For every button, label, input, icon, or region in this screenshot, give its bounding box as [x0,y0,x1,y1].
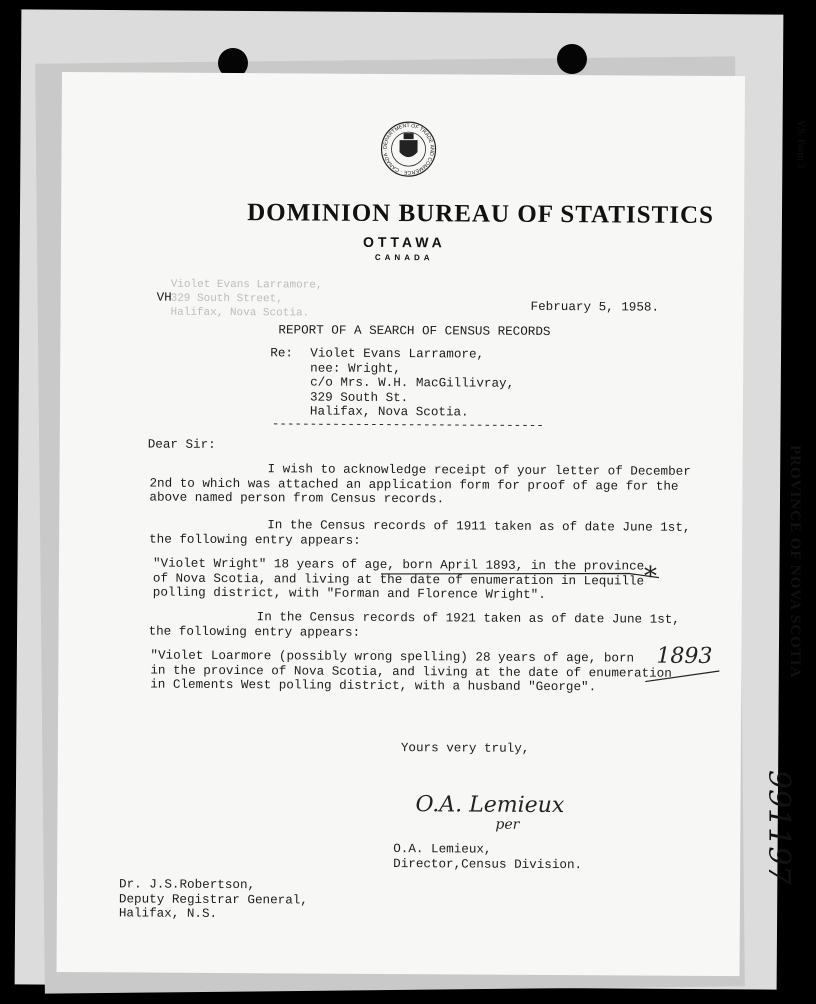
re-line: Halifax, Nova Scotia. [309,404,469,420]
department-seal-icon [379,120,437,178]
letter-sheet [57,72,745,976]
signer-title: Director,Census Division. [393,857,583,873]
punch-hole-right [557,44,587,74]
census-quote-1921 [150,649,672,696]
text-line: the following entry appears: [149,532,361,548]
text-line: above named person from Census records. [149,490,445,507]
letterhead-city: OTTAWA [362,233,446,251]
text-line: In the Census records of 1911 taken as of date June 1st, [267,518,691,535]
re-line: c/o Mrs. W.H. MacGillivray, [310,375,515,391]
text-line: in Clements West polling district, with a husband "George". [150,677,597,695]
reference-initials: VH [156,290,172,305]
annotation-year-underline [643,668,723,688]
salutation: Dear Sir: [147,437,216,452]
recipient-line: Deputy Registrar General, [118,891,308,908]
signer-name: O.A. Lemieux, [393,842,492,857]
paragraph-3 [149,610,680,642]
underline-mark [379,568,679,590]
side-stamp: PROVINCE OF NOVA SCOTIA [787,445,803,679]
text-line: I wish to acknowledge receipt of your letter of December [267,462,691,479]
re-line: Violet Evans Larramore, [310,346,485,362]
text-line: of Nova Scotia, and living at the date of enumeration in Lequille [152,571,645,589]
closing: Yours very truly, [400,741,530,756]
re-block [310,347,515,421]
letterhead-country: CANADA [374,252,434,263]
recipient-line: Halifax, N.S. [118,906,218,921]
text-line: In the Census records of 1921 taken as of date June 1st, [256,610,680,627]
seal-text: DEPARTMENT OF TRADE AND COMMERCE · CANADA · [382,123,435,176]
text-line: polling district, with "Forman and Florence Wright". [152,585,546,602]
signature-per: per [495,816,520,833]
recipient-line: Dr. J.S.Robertson, [118,877,256,893]
text-line: 2nd to which was attached an application form for proof of age for the [149,476,679,494]
text-line: the following entry appears: [148,624,361,640]
bleed-through: Violet Evans Larramore, 329 South Street, Halifax, Nova Scotia. [170,278,323,320]
form-label: V.S. Form 3 [795,120,806,169]
side-number: 991197 [761,770,796,885]
annotation-year: 1893 [656,643,713,669]
re-line: nee: Wright, [310,361,401,376]
paragraph-1 [149,462,690,509]
signature: O.A. Lemieux [415,792,565,819]
annotation-star: * [643,561,658,592]
paragraph-2 [149,518,690,550]
separator-line: ------------------------------------ [271,417,544,433]
letterhead-title: DOMINION BUREAU OF STATISTICS [247,199,715,229]
text-line: "Violet Wright" 18 years of age, born April 1893, in the province [152,556,645,574]
letter-date: February 5, 1958. [530,299,660,315]
text-line: in the province of Nova Scotia, and living at the date of enumeration [150,663,672,681]
letter-subject: REPORT OF A SEARCH OF CENSUS RECORDS [278,323,551,339]
text-line: "Violet Loarmore (possibly wrong spelling) 28 years of age, born [150,648,635,666]
recipient-block [119,877,308,922]
re-label: Re: [270,346,294,361]
re-line: 329 South St. [309,390,409,405]
